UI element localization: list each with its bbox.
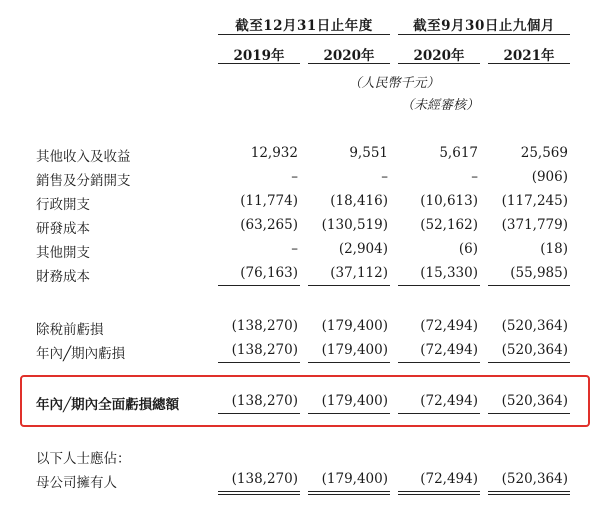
header-year-col4: 2021年 (503, 48, 555, 64)
row-label: 其他收入及收益 (36, 149, 131, 165)
row-value: (179,400) (321, 342, 388, 358)
row-value: (55,985) (510, 265, 568, 281)
header-year-col1: 2019年 (233, 48, 285, 64)
row-value: (18,416) (330, 193, 388, 209)
row-value: (72,494) (420, 471, 478, 487)
row-value: (179,400) (321, 318, 388, 334)
header-year-underline (398, 63, 480, 64)
double-underline (308, 494, 390, 495)
row-label: 研發成本 (36, 221, 90, 237)
row-label: 除稅前虧損 (36, 322, 104, 338)
row-value: – (471, 169, 478, 185)
header-group-fiscal-year: 截至12月31日止年度 (235, 18, 373, 34)
row-value: (130,519) (321, 217, 388, 233)
row-value: (906) (531, 169, 568, 185)
row-value: (63,265) (240, 217, 298, 233)
row-value: – (291, 241, 298, 257)
header-year-underline (218, 63, 300, 64)
row-label: 以下人士應佔： (36, 451, 131, 467)
header-year-col2: 2020年 (323, 48, 375, 64)
row-value: (18) (540, 241, 568, 257)
row-value: (52,162) (420, 217, 478, 233)
row-label: 其他開支 (36, 245, 90, 261)
header-group-underline (398, 34, 570, 35)
subtotal-underline (218, 362, 300, 363)
row-value: (179,400) (321, 393, 388, 409)
audit-label: （未經審核） (400, 98, 479, 113)
row-value: (72,494) (420, 393, 478, 409)
row-value: (76,163) (240, 265, 298, 281)
row-label: 母公司擁有人 (36, 475, 117, 491)
row-label: 銷售及分銷開支 (36, 173, 131, 189)
row-value: (520,364) (501, 471, 568, 487)
unit-label: （人民幣千元） (348, 76, 440, 91)
row-label: 財務成本 (36, 269, 90, 285)
row-label: 行政開支 (36, 197, 90, 213)
row-value: 5,617 (439, 145, 478, 161)
header-group-underline (218, 34, 390, 35)
row-value: 12,932 (250, 145, 298, 161)
double-underline (218, 491, 300, 492)
row-value: (520,364) (501, 393, 568, 409)
row-value: (520,364) (501, 342, 568, 358)
double-underline (218, 494, 300, 495)
row-value: (37,112) (330, 265, 388, 281)
row-label: 年內╱期內全面虧損總額 (36, 397, 180, 413)
row-value: (15,330) (420, 265, 478, 281)
subtotal-underline (308, 285, 390, 286)
row-value: – (291, 169, 298, 185)
header-year-underline (308, 63, 390, 64)
row-label: 年內╱期內虧損 (36, 346, 126, 362)
row-value: (10,613) (420, 193, 478, 209)
row-value: (138,270) (231, 471, 298, 487)
row-value: (179,400) (321, 471, 388, 487)
row-value: (138,270) (231, 393, 298, 409)
subtotal-underline (488, 362, 570, 363)
row-value: (138,270) (231, 318, 298, 334)
highlight-box (20, 375, 590, 427)
subtotal-underline (218, 285, 300, 286)
row-value: (138,270) (231, 342, 298, 358)
row-value: (371,779) (501, 217, 568, 233)
row-value: – (381, 169, 388, 185)
subtotal-underline (398, 285, 480, 286)
row-value: (11,774) (240, 193, 298, 209)
double-underline (488, 491, 570, 492)
subtotal-underline (308, 362, 390, 363)
row-value: (117,245) (501, 193, 568, 209)
double-underline (308, 491, 390, 492)
row-value: (2,904) (338, 241, 388, 257)
row-value: (520,364) (501, 318, 568, 334)
subtotal-underline (398, 362, 480, 363)
double-underline (398, 491, 480, 492)
header-year-underline (488, 63, 570, 64)
subtotal-underline (488, 285, 570, 286)
header-group-nine-months: 截至9月30日止九個月 (413, 18, 555, 34)
header-year-col3: 2020年 (413, 48, 465, 64)
row-value: 9,551 (349, 145, 388, 161)
row-value: (72,494) (420, 342, 478, 358)
double-underline (488, 494, 570, 495)
row-value: (6) (458, 241, 478, 257)
row-value: 25,569 (520, 145, 568, 161)
double-underline (398, 494, 480, 495)
row-value: (72,494) (420, 318, 478, 334)
